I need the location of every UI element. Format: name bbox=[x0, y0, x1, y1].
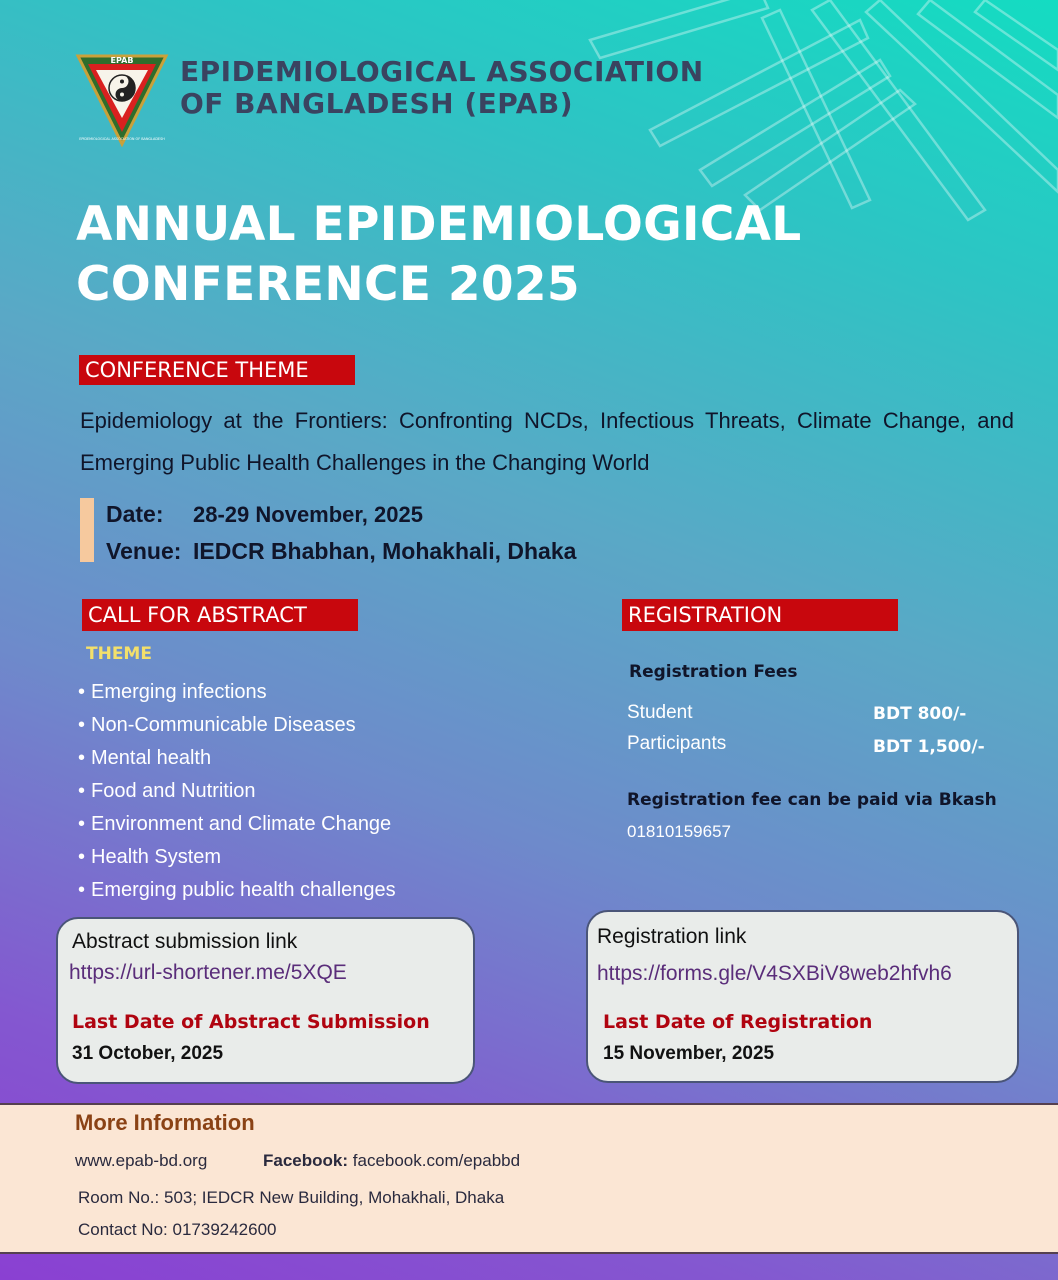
fee-amount-participants: BDT 1,500/- bbox=[873, 737, 985, 757]
website-link[interactable]: www.epab-bd.org bbox=[75, 1151, 208, 1170]
date-label: Date: bbox=[106, 501, 164, 527]
list-item: • Health System bbox=[78, 841, 396, 874]
registration-label: REGISTRATION bbox=[622, 599, 898, 631]
epab-logo bbox=[74, 52, 170, 148]
list-item: • Non-Communicable Diseases bbox=[78, 709, 396, 742]
title-line-2: CONFERENCE 2025 bbox=[76, 257, 580, 312]
fee-type-student: Student bbox=[627, 702, 693, 723]
facebook-info bbox=[263, 1151, 520, 1171]
bkash-number: 01810159657 bbox=[627, 822, 732, 841]
organization-name bbox=[180, 56, 704, 120]
registration-deadline-label: Last Date of Registration bbox=[603, 1011, 873, 1033]
venue-label: Venue: bbox=[106, 538, 182, 564]
contact-info bbox=[78, 1220, 277, 1240]
registration-link-label: Registration link bbox=[597, 925, 747, 948]
org-line-2: OF BANGLADESH (EPAB) bbox=[180, 87, 574, 120]
registration-link[interactable]: https://forms.gle/V4SXBiV8web2hfvh6 bbox=[597, 962, 952, 985]
room-info bbox=[78, 1188, 504, 1208]
conference-title bbox=[76, 195, 802, 315]
contact-label: Contact No: bbox=[78, 1220, 168, 1239]
abstract-topic-list bbox=[78, 676, 396, 907]
list-item: • Emerging infections bbox=[78, 676, 396, 709]
room-label: Room No.: bbox=[78, 1188, 160, 1207]
venue-value: IEDCR Bhabhan, Mohakhali, Dhaka bbox=[193, 538, 577, 564]
facebook-link[interactable]: facebook.com/epabbd bbox=[352, 1151, 521, 1170]
logo-ring-text: EPAB bbox=[110, 56, 134, 65]
registration-fees-label: Registration Fees bbox=[629, 662, 798, 682]
logo-side-text: EPIDEMIOLOGICAL ASSOCIATION OF BANGLADESH bbox=[79, 137, 165, 141]
abstract-deadline-label: Last Date of Abstract Submission bbox=[72, 1011, 430, 1033]
conference-theme-label: CONFERENCE THEME bbox=[79, 355, 355, 385]
more-information-title: More Information bbox=[75, 1110, 255, 1135]
date-value: 28-29 November, 2025 bbox=[193, 502, 423, 527]
abstract-submission-link[interactable]: https://url-shortener.me/5XQE bbox=[69, 961, 347, 984]
fee-amount-student: BDT 800/- bbox=[873, 704, 967, 724]
contact-value: 01739242600 bbox=[172, 1220, 277, 1239]
title-line-1: ANNUAL EPIDEMIOLOGICAL bbox=[76, 197, 802, 252]
conference-theme-text: Epidemiology at the Frontiers: Confronting NCDs, Infectious Threats, Climate Change, and Emerging Public Health Challenges in the Changing World bbox=[80, 408, 1014, 475]
list-item: • Environment and Climate Change bbox=[78, 808, 396, 841]
list-item: • Food and Nutrition bbox=[78, 775, 396, 808]
fee-type-participants: Participants bbox=[627, 733, 727, 754]
room-value: 503; IEDCR New Building, Mohakhali, Dhaka bbox=[163, 1188, 505, 1207]
abstract-deadline: 31 October, 2025 bbox=[72, 1043, 224, 1064]
registration-deadline: 15 November, 2025 bbox=[603, 1043, 775, 1064]
call-for-abstract-label: CALL FOR ABSTRACT bbox=[82, 599, 358, 631]
facebook-label: Facebook: bbox=[263, 1151, 349, 1170]
org-line-1: EPIDEMIOLOGICAL ASSOCIATION bbox=[180, 55, 704, 88]
list-item: • Emerging public health challenges bbox=[78, 874, 396, 907]
date-venue-accent-bar bbox=[80, 498, 94, 562]
list-item: • Mental health bbox=[78, 742, 396, 775]
payment-note: Registration fee can be paid via Bkash bbox=[627, 790, 997, 810]
abstract-theme-label: THEME bbox=[86, 644, 152, 664]
abstract-link-label: Abstract submission link bbox=[72, 930, 298, 953]
